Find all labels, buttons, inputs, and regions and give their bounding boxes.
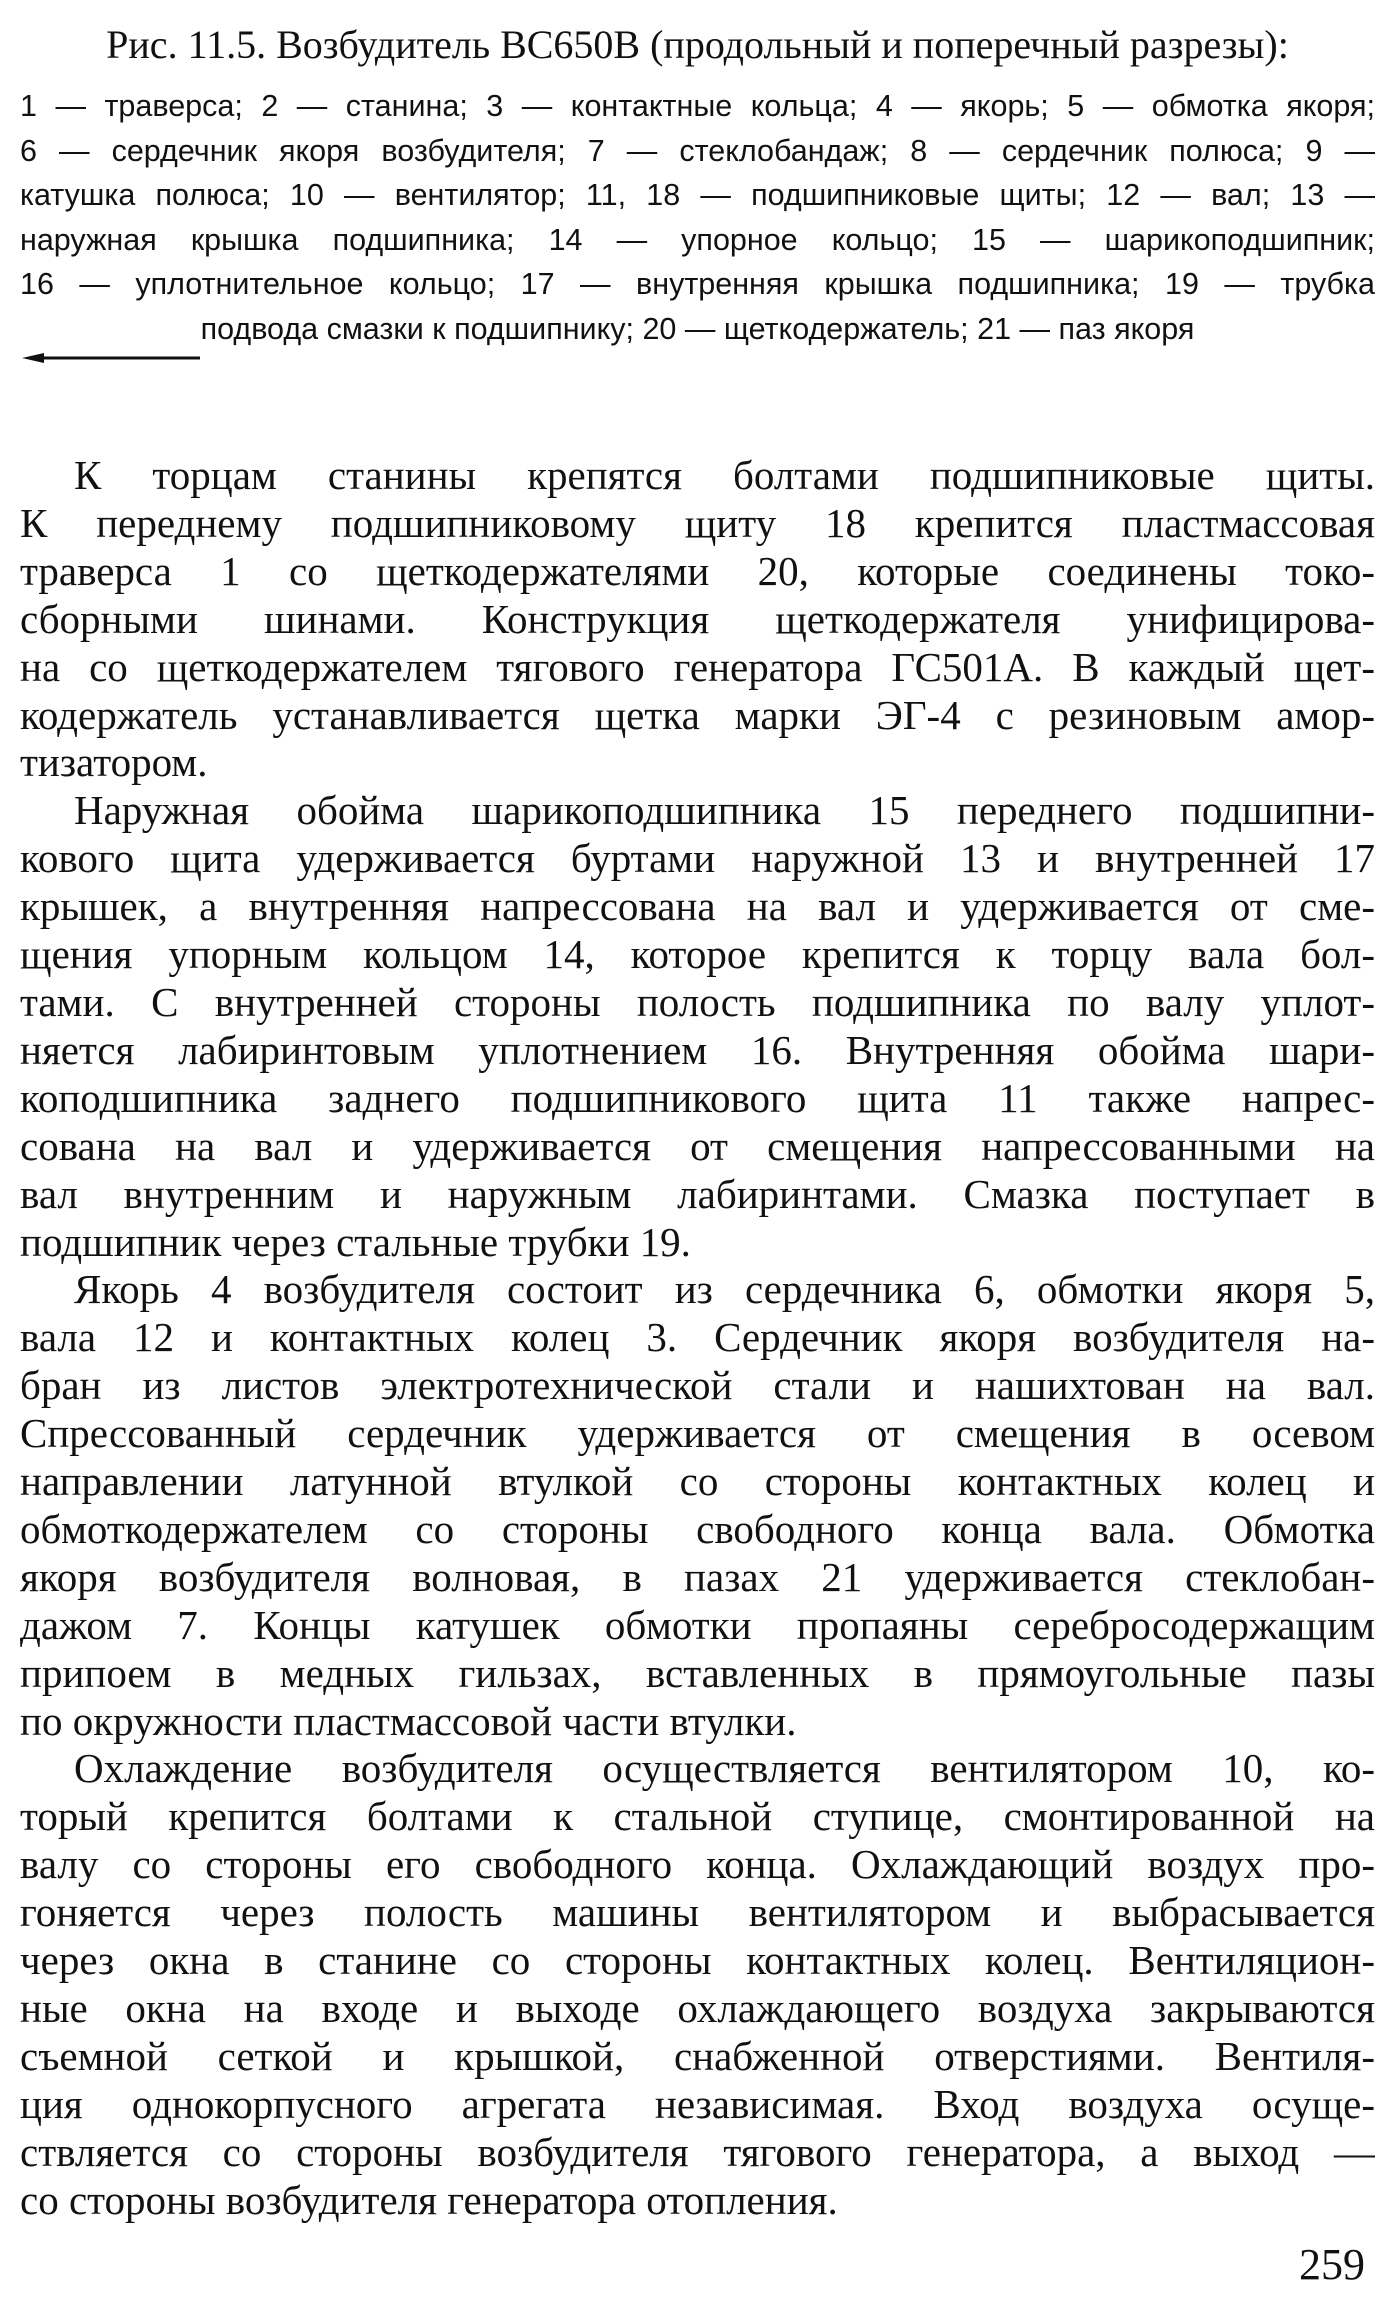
legend-line: 1 — траверса; 2 — станина; 3 — контактные кольца; 4 — якорь; 5 — обмотка якоря; — [20, 89, 1375, 123]
text-line: крышек, а внутренняя напрессована на вал и удерживается от сме- — [20, 883, 1375, 930]
legend-line: подвода смазки к подшипнику; 20 — щеткодержатель; 21 — паз якоря — [200, 311, 1195, 346]
text-line: ные окна на входе и выходе охлаждающего воздуха закрываются — [20, 1985, 1375, 2031]
text-line: якоря возбудителя волновая, в пазах 21 удерживается стеклобан- — [20, 1553, 1375, 1600]
text-line: щения упорным кольцом 14, которое крепится к торцу вала бол- — [20, 931, 1375, 978]
text-line: вал внутренним и наружным лабиринтами. Смазка поступает в — [20, 1170, 1375, 1217]
text-line: кодержатель устанавливается щетка марки ЭГ-4 с резиновым амор- — [20, 691, 1375, 738]
text-line: сована на вал и удерживается от смещения напрессованными на — [20, 1122, 1375, 1169]
text-line: Якорь 4 возбудителя состоит из сердечника 6, обмотки якоря 5, — [74, 1266, 1375, 1313]
paragraph-cooling — [20, 1745, 1375, 2224]
body-text — [20, 452, 1375, 2225]
legend-line: катушка полюса; 10 — вентилятор; 11, 18 — подшипниковые щиты; 12 — вал; 13 — — [20, 178, 1375, 213]
text-line: со стороны возбудителя генератора отопления. — [20, 2176, 838, 2223]
text-line: тизатором. — [20, 739, 208, 786]
page-number: 259 — [1299, 2240, 1365, 2289]
text-line: через окна в станине со стороны контактных колец. Вентиляцион- — [20, 1937, 1375, 1984]
paragraph-armature — [20, 1266, 1375, 1745]
text-line: припоем в медных гильзах, вставленных в прямоугольные пазы — [20, 1649, 1375, 1696]
text-line: коподшипника заднего подшипникового щита 11 также напрес- — [20, 1074, 1375, 1121]
text-line: кового щита удерживается буртами наружной 13 и внутренней 17 — [20, 835, 1375, 882]
text-line: гоняется через полость машины вентилятором и выбрасывается — [20, 1889, 1375, 1936]
text-line: ция однокорпусного агрегата независимая. Вход воздуха осуще- — [20, 2080, 1375, 2127]
text-line: К торцам станины крепятся болтами подшипниковые щиты. — [74, 452, 1375, 498]
text-line: Спрессованный сердечник удерживается от смещения в осевом — [20, 1410, 1375, 1457]
text-line: К переднему подшипниковому щиту 18 крепится пластмассовая — [20, 499, 1375, 546]
text-line: по окружности пластмассовой части втулки. — [20, 1697, 797, 1744]
text-line: сборными шинами. Конструкция щеткодержателя унифицирова- — [20, 595, 1375, 642]
text-line: бран из листов электротехнической стали и нашихтован на вал. — [20, 1362, 1375, 1409]
legend-line: наружная крышка подшипника; 14 — упорное кольцо; 15 — шарикоподшипник; — [20, 222, 1375, 257]
text-line: тами. С внутренней стороны полость подшипника по валу уплот- — [20, 978, 1375, 1025]
text-line: няется лабиринтовым уплотнением 16. Внутренняя обойма шари- — [20, 1026, 1375, 1073]
text-line: вала 12 и контактных колец 3. Сердечник якоря возбудителя на- — [20, 1314, 1375, 1361]
paragraph-bearings — [20, 787, 1375, 1266]
text-line: Охлаждение возбудителя осуществляется вентилятором 10, ко- — [74, 1745, 1375, 1792]
text-line: торый крепится болтами к стальной ступице, смонтированной на — [20, 1793, 1375, 1840]
text-line: направлении латунной втулкой со стороны контактных колец и — [20, 1458, 1375, 1505]
figure-legend — [20, 84, 1375, 352]
text-line: Наружная обойма шарикоподшипника 15 переднего подшипни- — [74, 787, 1375, 834]
text-line: дажом 7. Концы катушек обмотки пропаяны серебросодержащим — [20, 1601, 1375, 1648]
text-line: подшипник через стальные трубки 19. — [20, 1218, 691, 1265]
text-line: ствляется со стороны возбудителя тягового генератора, а выход — — [20, 2128, 1375, 2175]
text-line: обмоткодержателем со стороны свободного конца вала. Обмотка — [20, 1505, 1375, 1552]
legend-line: 6 — сердечник якоря возбудителя; 7 — стеклобандаж; 8 — сердечник полюса; 9 — — [20, 133, 1375, 168]
arrow-left-icon — [22, 350, 202, 366]
text-line: траверса 1 со щеткодержателями 20, которые соединены токо- — [20, 547, 1375, 594]
text-line: валу со стороны его свободного конца. Охлаждающий воздух про- — [20, 1841, 1375, 1888]
text-line: на со щеткодержателем тягового генератора ГС501А. В каждый щет- — [20, 643, 1375, 690]
legend-line: 16 — уплотнительное кольцо; 17 — внутренняя крышка подшипника; 19 — трубка — [20, 267, 1375, 302]
figure-caption: Рис. 11.5. Возбудитель ВС650В (продольный и поперечный разрезы): — [106, 22, 1289, 67]
text-line: съемной сеткой и крышкой, снабженной отверстиями. Вентиля- — [20, 2032, 1375, 2079]
paragraph-end-shields — [20, 452, 1375, 787]
